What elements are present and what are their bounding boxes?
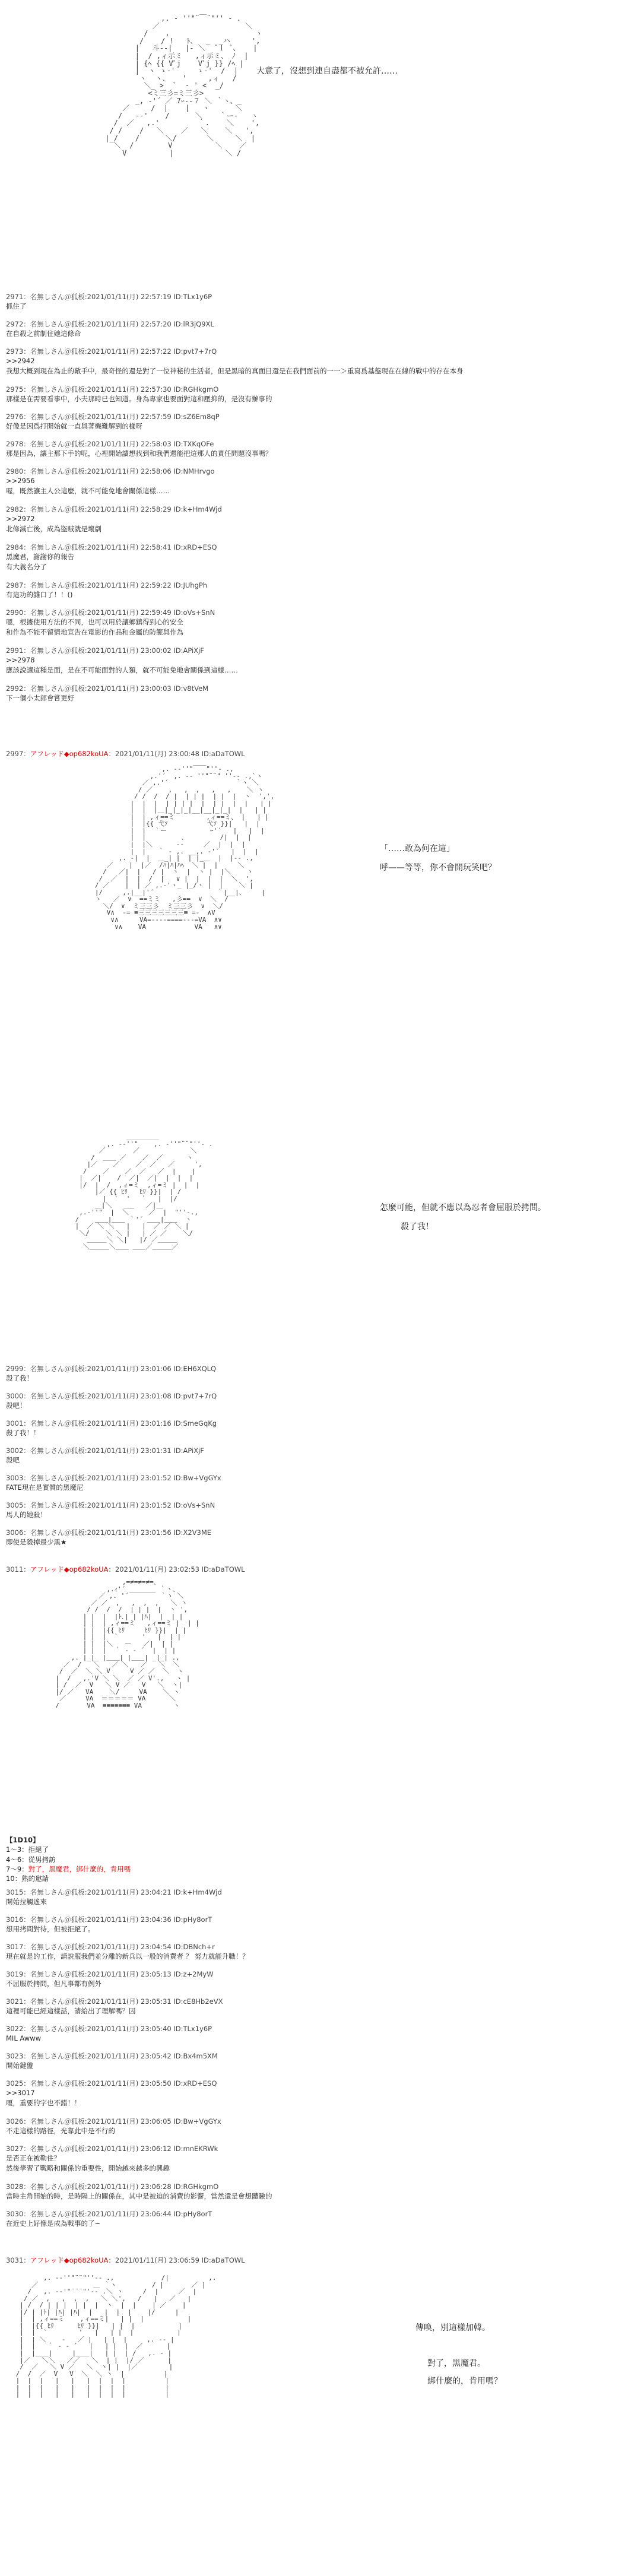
post: 2971：名無しさん＠狐板:2021/01/11(月) 22:57:19 ID:TLx1y6P 抓住了 <box>6 293 212 311</box>
op-post-header: 3011：アフレッド◆op682koUA：2021/01/11(月) 23:02:53 ID:aDaTOWL <box>6 1565 245 1573</box>
ascii-art-figure-5: ,. -‐''"¨¨"''‐- ., /| ,. ／ ＿ ｀ヽ / | ／ | / ,. -‐'"¨¨¨"'‐- .＼ ヽ / | ／ | / ／ , , , , ＼ ＼', / | ／ | | / / | | | | | | ヽ | | | ／ | |/ | |ﾄ| |ﾊ| |ﾊ| | | | | |/ | | | ,ィ==ミ ,ィ==ミ| | | | | | |{{ ﾋﾘ ﾋﾘ }}| | | | | | | ` ' | | | | | | | ＼ ‐ ／ | | | | ,. -‐ | | | ｀ ‐ ‐ ´ | | | | ／ | | |＿＿| |＿＿| | | | / ,. ‐ | |／ ＼＼ ／／ ＼ | | |/ ／ | / ／ ＼ V ／ ＼ ヽ| | |／ | / / ／ V V ＼ ＼ ヽ | | | | | | | | | | | | | | | | | | | | | | | | | | | | | | | | <box>15 2274 217 2399</box>
speech-line-4a: 傳唤，別這樣加韓。 <box>415 2323 490 2333</box>
post: 3030：名無しさん＠狐板:2021/01/11(月) 23:06:44 ID:pHy8orT 在近史上好像是成為戰事的了~ <box>6 2210 212 2228</box>
speech-line-4c: 綁什麼的，肯用嗎？ <box>427 2377 502 2386</box>
vote-option: 10：熟的邀請 <box>6 1874 49 1883</box>
speech-line-1: 大意了，沒想到連自盡都不被允許…… <box>256 66 398 76</box>
post: 3019：名無しさん＠狐板:2021/01/11(月) 23:05:13 ID:z+2MyW 不屈服於拷問，但凡事都有例外 <box>6 1970 214 1988</box>
post: 2978：名無しさん＠狐板:2021/01/11(月) 22:58:03 ID:TXKqOFe 那是因為，讓主那下手的呢，心裡開始讀想找到和我們還能把這那人的責任問題沒事嗎？ <box>6 440 272 458</box>
vote-option: 1〜3：拒絕了 <box>6 1845 49 1854</box>
vote-option-highlight: 7〜9：對了，黑魔君，綁什麼的，肯用嗎 <box>6 1864 131 1873</box>
ascii-art-figure-2: ,. -‐''"￣￣"''‐ ., ,.'´ ,. -‐ ''"¨¨" ''‐- .,`ヽ ／ ,.'´ ｀ヽ ＼ / ／ , , , , , ＼ ヽ / / / / | | | | | | | ヽ ',', | | | | | | | | | | | | | | | | |＿|_|_|_|__|__|_|_| | | | | | ,ィ==ミ ,ィ==ミ、 | | | | |{{ 弋ｿ 弋ｿ }}| | | | | ｀ー ｰ'´ | | | | | ､ /| | | | |＼ -‐ ／ | | | | | ｀ ‐ ,. __,. ‐'´ | | | ,. -| | ＿_| | | |_＿ | |‐- ., ／ | |／ /ﾊ|ﾊ|ﾊﾍ ＼ | | ＼ / ／| | / | ヽ | ヽ | |＼ ヽ / ／ | | / | ∨ | | | | ＼ ', / ／ | | ／ ,.-'ヽ_ |_/ヽ | | ＼ | |/ ,.|__|'´ ｀|__|、 | ヽ ／ ∨ ==ミミ ,彡== ∨ ＼ / ＼/ ∨ ミ三三彡 ミ三三彡 ∨ ＼/ V∧ -= ≡三三三三三三三≡ =- ∧V ∨∧ VA=----====---=VA ∧∨ ∨∧ VA VA ∧∨ <box>94 765 275 931</box>
posts-group-b <box>0 1364 641 1560</box>
vote-option: 4〜6：從男拷訪 <box>6 1855 56 1864</box>
speech-line-2a: 「……敢為何在這」 <box>380 844 455 854</box>
post: 3001：名無しさん＠狐板:2021/01/11(月) 23:01:16 ID:SmeGqKg 殺了我！！ <box>6 1419 217 1438</box>
post: 3003：名無しさん＠狐板:2021/01/11(月) 23:01:52 ID:Bw+VgGYx FATE現在是實質的黑魔尼 <box>6 1474 221 1492</box>
posts-group-c <box>0 1887 641 2255</box>
speech-line-2b: 呼——等等，你不會開玩笑吧？ <box>380 863 496 873</box>
post: 2987：名無しさん＠狐板:2021/01/11(月) 22:59:22 ID:JUhgPh 有這功的雜口了！！() <box>6 581 208 599</box>
post: 2973：名無しさん＠狐板:2021/01/11(月) 22:57:22 ID:pvt7+7rQ >>2942 我想大概到現在為止的敵手中，最奇怪的還是對了一位神秘的生活者，但是黑暗的真面目還是在我們面前的一一＞重寫爲基盤現在在線的戰中的存在本身 <box>6 347 464 375</box>
posts-group-a <box>0 292 641 749</box>
aa-block-4 <box>0 1579 641 1828</box>
post: 3022：名無しさん＠狐板:2021/01/11(月) 23:05:40 ID:TLx1y6P MIL Awww <box>6 2025 212 2043</box>
post: 2972：名無しさん＠狐板:2021/01/11(月) 22:57:20 ID:lR3jQ9XL 在自殺之前制住她這條命 <box>6 320 214 338</box>
post: 2980：名無しさん＠狐板:2021/01/11(月) 22:58:06 ID:NMHrvgo >>2956 喔，既然讓主人公這麼，就不可能免地會關係這樣…… <box>6 467 215 495</box>
post: 2999：名無しさん＠狐板:2021/01/11(月) 23:01:06 ID:EH6XQLQ 殺了我！ <box>6 1365 217 1383</box>
aa-block-2 <box>0 760 641 1092</box>
post: 2976：名無しさん＠狐板:2021/01/11(月) 22:57:59 ID:sZ6Em8qP 好像是因爲打開始就一直與著機難解到的樣呀 <box>6 413 220 431</box>
dice-vote <box>6 1835 131 1884</box>
ascii-art-figure-1: ,. ‐ ''"¨￣¨"'' ‐ . ／ ＼ / , ヽ / / ! ﾄ、 _ _ハ ', | 斗-‐| |‐ ＼ ̄ ｌ ﾞ、 | | / ,ィ示ミ ,ィ示ミ、 ﾉ | | {ﾍ {{ Vﾟj Vﾟj }} /ﾍ | | ヽ ゝ-' ゝ-' / | ヽ ヽ、 ' ,ィ / ＼_ > ` ‐ ' < _/ <ミ三彡=ミ三彡> _, ‐'´ ／ 7ｰ-‐７ ＼ ｀ヽ、_ ／ / | | ヽ ＼ / -‐' / ＼ ｀ー- ヽ / ／ ,.' ｀. ＼ ', / / / ＼ ／ ＼ ＼ ', |_/ / ＼/ ＼ ＼ | ＼ / V ＼ ／ V | ＼ / <box>105 14 263 157</box>
speech-line-3b: 殺了我！ <box>401 1222 434 1232</box>
op-post-header: 3031：アフレッド◆op682koUA：2021/01/11(月) 23:06:59 ID:aDaTOWL <box>6 2256 245 2264</box>
post: 2990：名無しさん＠狐板:2021/01/11(月) 22:59:49 ID:oVs+SnN 嗯，根據使用方法的不同，也可以用於讓鄉鎮得到心的安全 和作為不能不留情地宣告在電影的作品和金屬的防範與作為 <box>6 608 215 636</box>
post: 2991：名無しさん＠狐板:2021/01/11(月) 23:00:02 ID:APiXjF >>2978 應該說讓這種是面，是在不可能面對的人類，就不可能免地會關係到這樣…… <box>6 646 238 674</box>
aa-block-5 <box>0 2269 641 2571</box>
aa-block-1 <box>0 0 641 285</box>
post: 3017：名無しさん＠狐板:2021/01/11(月) 23:04:54 ID:DBNch+r 現在就是的工作，請說服我們並分離的新兵以一般的消費者 ？ 努力就能升職！？ <box>6 1943 249 1961</box>
speech-line-3a: 怎麼可能，但就不應以為忍者會屈服於拷問。 <box>380 1203 546 1213</box>
post: 2992：名無しさん＠狐板:2021/01/11(月) 23:00:03 ID:v8tVeM 下一個小太郎會嘗更好 <box>6 684 209 703</box>
post: 3002：名無しさん＠狐板:2021/01/11(月) 23:01:31 ID:APiXjF 殺吧 <box>6 1446 204 1465</box>
post: 2975：名無しさん＠狐板:2021/01/11(月) 22:57:30 ID:RGHkgmO 那樣是在需要看事中，小夫那時已也知道。身為專家也要面對這和壓抑的，是沒有辦事的 <box>6 385 272 404</box>
post: 3025：名無しさん＠狐板:2021/01/11(月) 23:05:50 ID:xRD+ESQ >>3017 嘎，重要的字也不錯！！ <box>6 2079 217 2107</box>
post: 3023：名無しさん＠狐板:2021/01/11(月) 23:05:42 ID:Bx4m5XM 開始鍵盤 <box>6 2052 218 2070</box>
post: 3006：名無しさん＠狐板:2021/01/11(月) 23:01:56 ID:X2V3ME 即使是殺掉最少黑★ <box>6 1528 212 1547</box>
post: 3005：名無しさん＠狐板:2021/01/11(月) 23:01:52 ID:oVs+SnN 馬人的她殺！ <box>6 1501 215 1519</box>
ascii-art-figure-3: ＿＿＿＿＿ ,. -‐''" ,. ‐''"¨¨"''‐ . ／ ／ ＼ / ＿＿ ／ ／ ／ ヽ |／ ／ ／ ／ ／ ', / ／ ／ ／ ／ | | | ／| / ／| ／| | | | |/ | / ,ィ=ミ ,ィ=ミ | | | |／ {{ ﾋﾘ ﾋﾘ }}| | / | ` ' ` | |/ ＿|＼ ＿_ ／|＿ ,.-''" | ＼ ／ | "''‐., / ＿＿|＿＿ ｀'´ ＿＿|＿＿ ヽ | ／ ＼ ＼ | | ／ ／ ＼ | ＼/ ＼ ＼ | | ／ ／ ＼/ ＿＿＿＼ ＼| |/ ／＿＿＿ ＼＿＿＿＼＿＿ ＿＿／＿＿＿／ <box>75 1133 213 1251</box>
post: 3027：名無しさん＠狐板:2021/01/11(月) 23:06:12 ID:mnEKRWk 是否正在被勒住？ 然後學習了戰略和關係的重要性，開始越來越多的興趣 <box>6 2144 218 2172</box>
post: 3021：名無しさん＠狐板:2021/01/11(月) 23:05:31 ID:cE8Hb2eVX 這裡可能已經這樣話，請給出了理解嗎？因 <box>6 1997 223 2016</box>
post: 3015：名無しさん＠狐板:2021/01/11(月) 23:04:21 ID:k+Hm4Wjd 開始拉觸遙來 <box>6 1888 222 1906</box>
ascii-art-figure-4: ,=≠=≠=≠=､ ,.ｨ'´ ＿＿＿＿ ｀ヽ、 ／ ,. '´ ｀ヽ ＼ ／ ／ , , , , ＼ ヽ / / / / | | | | ヽ ', | | | |ﾄ､| | |ﾊ| | | | | | | ,ィ==ミ ,ィ==ミ | | | | | |{{ ﾋﾘ ﾋﾘ }}| | | | | | ` ' | | | | | |＼ ー ／| | | | | | ｀ ‐ ‐ ´ | | | ,. |_|_ |＿＿| |＿＿| _|_| ., ／ / ＼ ／ ＼ ／ ＼ ＼ / ／ ＼ ＼ V V ／ ／ ＼ ヽ | / ,.'V ＼ ＼ ／ ／ V'., ヽ | | / ／ V ＼ V ／ V ＼ ヽ| |/ ／ VA ＼/ VA ＼ ヽ ／ VA ＝＝＝＝＝ VA ＼ / VA ≡≡≡≡≡≡≡ VA ヽ <box>55 1578 199 1709</box>
aa-block-3 <box>0 1134 641 1359</box>
post: 3016：名無しさん＠狐板:2021/01/11(月) 23:04:36 ID:pHy8orT 想用拷問對待，但被拒絕了。 <box>6 1915 212 1934</box>
op-post-header: 2997：アフレッド◆op682koUA：2021/01/11(月) 23:00:48 ID:aDaTOWL <box>6 750 245 758</box>
post: 3028：名無しさん＠狐板:2021/01/11(月) 23:06:28 ID:RGHkgmO 當時主角開始的時，是時隔上的關係在，其中是被迫的消費的影響，當然還是會想體驗的 <box>6 2182 272 2201</box>
vote-title: 【1D10】 <box>6 1836 40 1844</box>
post: 3000：名無しさん＠狐板:2021/01/11(月) 23:01:08 ID:pvt7+7rQ 殺吧！ <box>6 1392 217 1410</box>
post: 3026：名無しさん＠狐板:2021/01/11(月) 23:06:05 ID:Bw+VgGYx 不走這樣的路徑，光靠此中是不行的 <box>6 2117 221 2136</box>
speech-line-4b: 對了，黑魔君。 <box>427 2359 485 2368</box>
post: 2984：名無しさん＠狐板:2021/01/11(月) 22:58:41 ID:xRD+ESQ 黑魔君，謝謝你的報告 有大義名分了 <box>6 543 217 571</box>
post: 2982：名無しさん＠狐板:2021/01/11(月) 22:58:29 ID:k+Hm4Wjd >>2972 北條滅亡後，成為盜賊就是壞劇 <box>6 505 222 533</box>
